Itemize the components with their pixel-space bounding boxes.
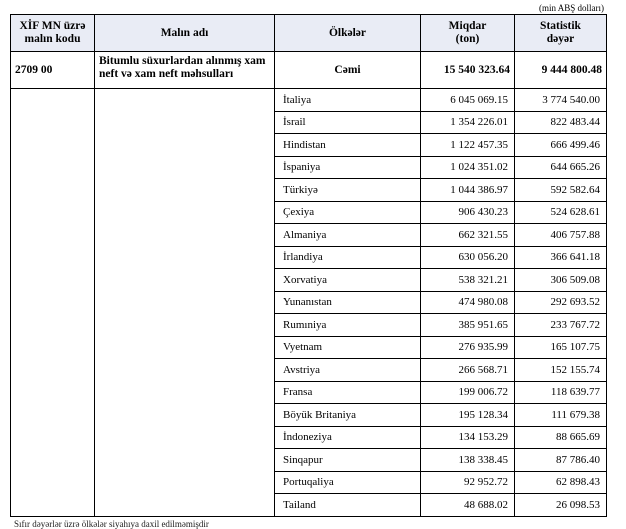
quantity-cell: 48 688.02	[421, 494, 515, 517]
footnote: Sıfır dəyərlər üzrə ölkələr siyahıya daxil edilməmişdir	[14, 519, 209, 529]
country-cell: Fransa	[275, 381, 421, 404]
value-cell: 152 155.74	[515, 359, 607, 382]
value-cell: 592 582.64	[515, 179, 607, 202]
quantity-cell: 195 128.34	[421, 404, 515, 427]
value-cell: 366 641.18	[515, 246, 607, 269]
country-cell: Vyetnam	[275, 336, 421, 359]
quantity-cell: 630 056.20	[421, 246, 515, 269]
total-row	[11, 52, 607, 89]
country-cell: Çexiya	[275, 201, 421, 224]
value-cell: 822 483.44	[515, 111, 607, 134]
empty-code-cell	[11, 89, 95, 517]
header-code: XİF MN üzrə malın kodu	[11, 15, 95, 52]
header-quantity: Miqdar (ton)	[421, 15, 515, 52]
country-cell: İtaliya	[275, 89, 421, 112]
export-table	[10, 14, 607, 517]
quantity-cell: 92 952.72	[421, 471, 515, 494]
value-cell: 406 757.88	[515, 224, 607, 247]
country-cell: İsrail	[275, 111, 421, 134]
quantity-cell: 6 045 069.15	[421, 89, 515, 112]
country-cell: Yunanıstan	[275, 291, 421, 314]
quantity-cell: 276 935.99	[421, 336, 515, 359]
country-cell: Avstriya	[275, 359, 421, 382]
country-cell: Türkiyə	[275, 179, 421, 202]
country-cell: Rumıniya	[275, 314, 421, 337]
quantity-cell: 138 338.45	[421, 449, 515, 472]
country-cell: İndoneziya	[275, 426, 421, 449]
quantity-cell: 199 006.72	[421, 381, 515, 404]
total-value: 9 444 800.48	[515, 52, 607, 89]
header-countries: Ölkələr	[275, 15, 421, 52]
total-quantity: 15 540 323.64	[421, 52, 515, 89]
value-cell: 644 665.26	[515, 156, 607, 179]
quantity-cell: 1 044 386.97	[421, 179, 515, 202]
country-cell: Sinqapur	[275, 449, 421, 472]
table-header-row	[11, 15, 607, 52]
quantity-cell: 1 024 351.02	[421, 156, 515, 179]
country-cell: Portuqaliya	[275, 471, 421, 494]
country-cell: Hindistan	[275, 134, 421, 157]
value-cell: 118 639.77	[515, 381, 607, 404]
country-cell: İspaniya	[275, 156, 421, 179]
header-statistical-value: Statistik dəyər	[515, 15, 607, 52]
country-cell: Böyük Britaniya	[275, 404, 421, 427]
total-label: Cəmi	[275, 52, 421, 89]
country-cell: Almaniya	[275, 224, 421, 247]
value-cell: 306 509.08	[515, 269, 607, 292]
value-cell: 524 628.61	[515, 201, 607, 224]
quantity-cell: 385 951.65	[421, 314, 515, 337]
value-cell: 87 786.40	[515, 449, 607, 472]
quantity-cell: 662 321.55	[421, 224, 515, 247]
country-cell: İrlandiya	[275, 246, 421, 269]
unit-note: (min ABŞ dolları)	[539, 3, 604, 13]
quantity-cell: 538 321.21	[421, 269, 515, 292]
quantity-cell: 266 568.71	[421, 359, 515, 382]
quantity-cell: 906 430.23	[421, 201, 515, 224]
empty-name-cell	[95, 89, 275, 517]
quantity-cell: 474 980.08	[421, 291, 515, 314]
product-code: 2709 00	[11, 52, 95, 89]
value-cell: 292 693.52	[515, 291, 607, 314]
table-row	[11, 89, 607, 112]
header-product-name: Malın adı	[95, 15, 275, 52]
value-cell: 111 679.38	[515, 404, 607, 427]
product-name: Bitumlu süxurlardan alınmış xam neft və xam neft məhsulları	[95, 52, 275, 89]
quantity-cell: 1 122 457.35	[421, 134, 515, 157]
value-cell: 233 767.72	[515, 314, 607, 337]
value-cell: 26 098.53	[515, 494, 607, 517]
country-cell: Xorvatiya	[275, 269, 421, 292]
value-cell: 88 665.69	[515, 426, 607, 449]
value-cell: 165 107.75	[515, 336, 607, 359]
value-cell: 62 898.43	[515, 471, 607, 494]
country-cell: Tailand	[275, 494, 421, 517]
value-cell: 666 499.46	[515, 134, 607, 157]
value-cell: 3 774 540.00	[515, 89, 607, 112]
quantity-cell: 134 153.29	[421, 426, 515, 449]
quantity-cell: 1 354 226.01	[421, 111, 515, 134]
